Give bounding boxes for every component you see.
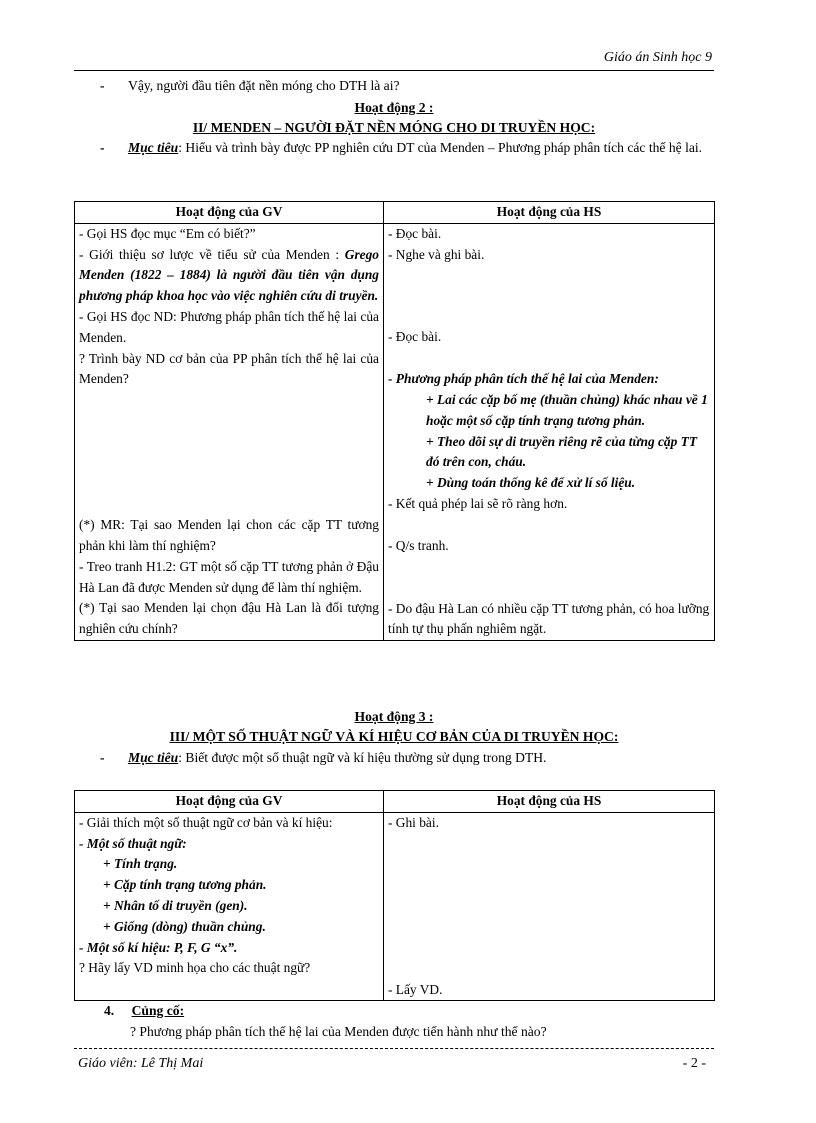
activity3-label: Hoạt động 3 : <box>354 709 434 724</box>
term-item: + Cặp tính trạng tương phản. <box>103 877 267 893</box>
gv-step: (*) MR: Tại sao Menden lại chon các cặp TT tương phản khi làm thí nghiệm? <box>79 517 379 553</box>
goal-text: : Biết được một số thuật ngữ và kí hiệu thường sử dụng trong DTH. <box>178 750 547 765</box>
activity2-heading: II/ MENDEN – NGƯỜI ĐẶT NỀN MÓNG CHO DI TRUYỀN HỌC: <box>192 120 596 135</box>
hs-substep: + Dùng toán thống kê để xử lí số liệu. <box>426 475 636 491</box>
col-header-gv: Hoạt động của GV <box>75 202 384 224</box>
gv-step: - Giới thiệu sơ lược về tiểu sử của Menden : Grego Menden (1822 – 1884) là người đầu tiên vận dụng phương pháp khoa học vào việc nghiên cứu di truyền. <box>79 246 379 304</box>
gv-cell <box>75 812 384 1001</box>
hs-step: - Phương pháp phân tích thế hệ lai của Menden: <box>388 371 659 387</box>
gv-question: ? Hãy lấy VD minh họa cho các thuật ngữ? <box>79 960 311 976</box>
hs-step: - Nghe và ghi bài. <box>388 246 485 262</box>
section4-question: ? Phương pháp phân tích thế hệ lai của Menden được tiến hành như thế nào? <box>130 1024 547 1039</box>
hs-step: - Kết quả phép lai sẽ rõ ràng hơn. <box>388 495 568 511</box>
symbols-line: - Một số kí hiệu: P, F, G “x”. <box>79 939 238 955</box>
hs-cell <box>384 812 715 1001</box>
terms-title: - Một số thuật ngữ: <box>79 835 187 851</box>
goal-text: : Hiểu và trình bày được PP nghiên cứu DT của Menden – Phương pháp phân tích các thế hệ lai. <box>178 140 703 155</box>
footer-teacher: Giáo viên: Lê Thị Mai <box>78 1056 204 1071</box>
bullet-dash: - <box>100 78 105 93</box>
term-item: + Nhân tố di truyền (gen). <box>103 897 248 913</box>
header-divider <box>74 70 714 71</box>
hs-step: - Ghi bài. <box>388 814 439 830</box>
gv-step: - Treo tranh H1.2: GT một số cặp TT tương phản ở Đậu Hà Lan đã được Menden sử dụng để làm thí nghiệm. <box>79 558 379 595</box>
section4-title: Củng cố: <box>131 1003 185 1018</box>
page-number: - 2 - <box>682 1056 706 1071</box>
hs-step: - Q/s tranh. <box>388 537 449 553</box>
hs-step: - Do đậu Hà Lan có nhiều cặp TT tương phản, có hoa lưỡng tính tự thụ phấn nghiêm ngặt. <box>388 600 710 637</box>
gv-cell <box>75 223 384 640</box>
hs-step: - Đọc bài. <box>388 225 442 241</box>
intro-bullet <box>100 75 712 97</box>
term-item: + Tính trạng. <box>103 856 178 872</box>
gv-step: - Giải thích một số thuật ngữ cơ bản và kí hiệu: <box>79 814 333 830</box>
intro-question: Vậy, người đầu tiên đặt nền móng cho DTH là ai? <box>128 78 400 93</box>
section4-number: 4. <box>104 1003 115 1018</box>
hs-substep: + Lai các cặp bố mẹ (thuần chủng) khác nhau về 1 hoặc một số cặp tính trạng tương phản. <box>426 391 708 428</box>
activity2-table <box>74 201 715 641</box>
gv-step: - Gọi HS đọc mục “Em có biết?” <box>79 225 256 241</box>
activity2-goal <box>100 137 712 159</box>
col-header-hs: Hoạt động của HS <box>384 791 715 813</box>
gv-step: (*) Tại sao Menden lại chọn đậu Hà Lan là đối tượng nghiên cứu chính? <box>79 600 379 637</box>
bullet-dash: - <box>100 140 105 155</box>
activity3-heading: III/ MỘT SỐ THUẬT NGỮ VÀ KÍ HIỆU CƠ BẢN CỦA DI TRUYỀN HỌC: <box>169 729 619 744</box>
header-title: Giáo án Sinh học 9 <box>603 50 712 65</box>
hs-step: - Lấy VD. <box>388 981 443 997</box>
hs-cell <box>384 223 715 640</box>
hs-step: - Đọc bài. <box>388 329 442 345</box>
bullet-dash: - <box>100 750 105 765</box>
activity3-goal <box>100 747 712 769</box>
col-header-gv: Hoạt động của GV <box>75 791 384 813</box>
footer-divider <box>74 1048 714 1049</box>
gv-step: - Gọi HS đọc ND: Phương pháp phân tích thế hệ lai của Menden. <box>79 308 379 345</box>
gv-step: ? Trình bày ND cơ bản của PP phân tích thế hệ lai của Menden? <box>79 350 379 387</box>
term-item: + Giống (dòng) thuần chủng. <box>103 918 266 934</box>
goal-label: Mục tiêu <box>128 750 179 765</box>
activity2-label: Hoạt động 2 : <box>354 100 434 115</box>
section4-heading <box>104 1000 184 1022</box>
col-header-hs: Hoạt động của HS <box>384 202 715 224</box>
goal-label: Mục tiêu <box>128 140 179 155</box>
activity3-table <box>74 790 715 1001</box>
hs-substep: + Theo dõi sự di truyền riêng rẽ của từng cặp TT đó trên con, cháu. <box>426 433 698 470</box>
